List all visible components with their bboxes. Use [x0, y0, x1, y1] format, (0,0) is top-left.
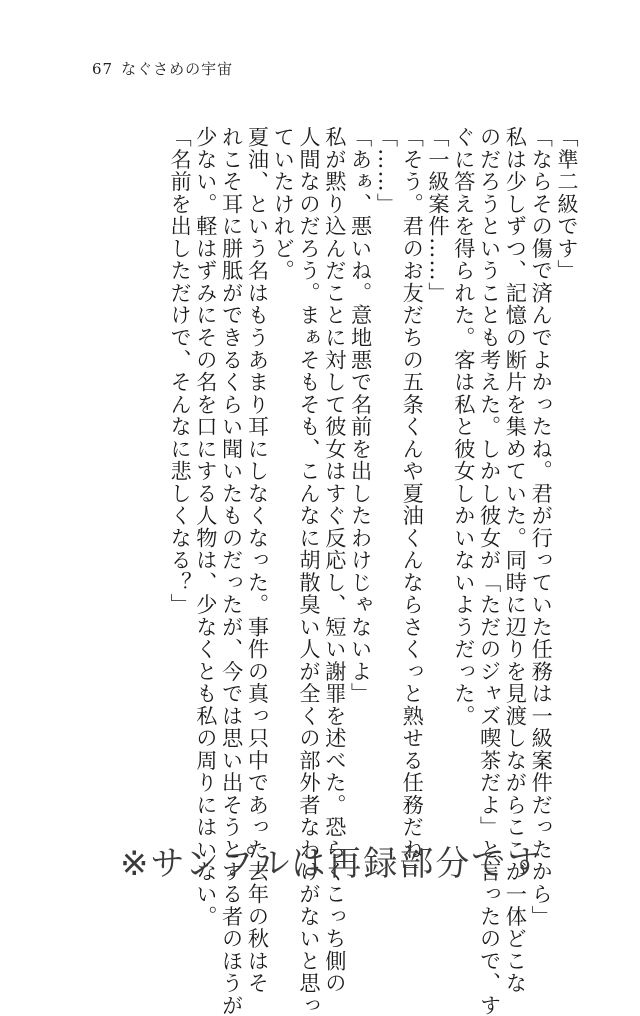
- text-line: れこそ耳に胼胝ができるくらい聞いたものだったが、今では思い出そうとする者のほうが: [219, 126, 245, 1016]
- text-line: 「ならその傷で済んでよかったね。君が行っていた任務は一級案件だったから」: [529, 126, 555, 928]
- text-line: 「名前を出しただけで、そんなに悲しくなる？」: [168, 126, 194, 616]
- text-line: 「一級案件……」: [426, 126, 452, 305]
- text-line: 人間なのだろう。まぁそもそも、こんなに胡散臭い人が全くの部外者なわけがないと思っ: [297, 126, 323, 1016]
- text-line: 「そう。君のお友だちの五条くんや夏油くんならさくっと熟せる任務だね」: [400, 126, 426, 883]
- sample-notice: ※サンプルは再録部分です: [120, 844, 544, 884]
- text-line: 夏油、という名はもうあまり耳にしなくなった。事件の真っ只中であった去年の秋はそ: [245, 126, 271, 995]
- text-line: 少ない。軽はずみにその名を口にする人物は、少なくとも私の周りにはいない。: [193, 126, 219, 928]
- text-line: 私が黙り込んだことに対して彼女はすぐ反応し、短い謝罪を述べた。恐らくこっち側の: [322, 126, 348, 995]
- text-line: ぐに答えを得られた。客は私と彼女しかいないようだった。: [451, 126, 477, 728]
- text-line: 私は少しずつ、記憶の断片を集めていた。同時に辺りを見渡しながらここが一体どこな: [503, 126, 529, 995]
- chapter-title: なぐさめの宇宙: [121, 60, 234, 78]
- text-line: 「……」: [374, 126, 400, 216]
- text-line: 「準二級です」: [555, 126, 580, 282]
- running-header: [92, 58, 233, 79]
- page-number: 67: [92, 60, 114, 78]
- text-line: 「あぁ、悪いね。意地悪で名前を出したわけじゃないよ」: [348, 126, 374, 705]
- text-line: のだろうということも考えた。しかし彼女が「ただのジャズ喫茶だよ」と言ったので、す: [477, 126, 503, 1016]
- text-line: ていたけれど。: [271, 126, 297, 282]
